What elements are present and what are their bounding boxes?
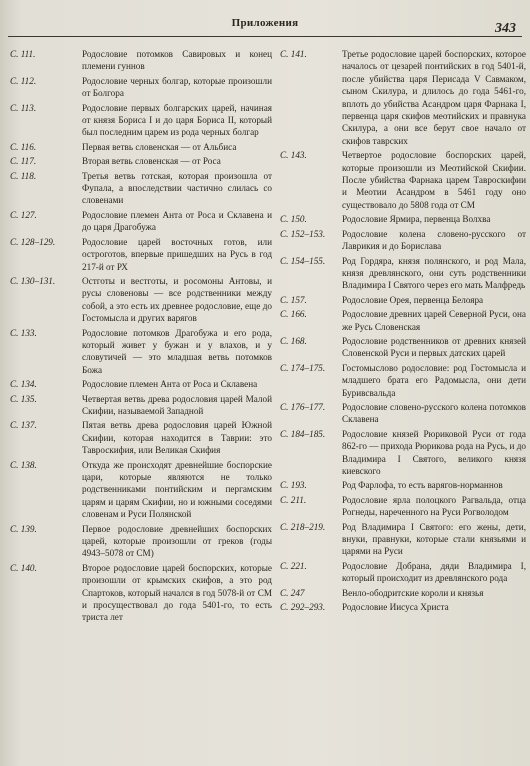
entry-description: Родословие потомков Савировых и конец племени гуннов — [82, 49, 272, 72]
page-reference: С. 157. — [280, 294, 307, 305]
index-entry — [280, 587, 526, 599]
page-reference: С. 150. — [280, 214, 307, 225]
index-entry — [10, 562, 272, 624]
index-entry — [10, 378, 272, 390]
page-reference: С. 184–185. — [280, 428, 326, 439]
page-reference: С. 154–155. — [280, 255, 326, 266]
running-header-title: Приложения — [231, 17, 299, 29]
index-entry — [10, 141, 272, 153]
page-reference: С. 134. — [10, 379, 37, 390]
entry-description: Родословие племен Анта от Роса и Склавена — [82, 379, 258, 390]
entry-description: Родословие колена словено-русского от Лаврикия и до Борислава — [342, 228, 526, 252]
entry-description: Родословие Ярмира, первенца Волхва — [342, 214, 491, 225]
page-reference: С. 116. — [10, 141, 37, 152]
index-entry — [280, 401, 526, 426]
index-entry — [280, 255, 526, 292]
page-reference: С. 211. — [280, 494, 307, 505]
entry-description: Пятая ветвь древа родословия царей Южной Скифии, которая находится в Таврии: это Тавроскифия, или Великая Скифия — [82, 420, 272, 456]
index-entry — [10, 48, 272, 73]
entry-description: Родословие князей Рюриковой Руси от года 862-го — прихода Рюрикова рода на Русь, и до Владимира I Святого, великого князя киевского — [342, 428, 526, 476]
page-reference: С. 193. — [280, 480, 307, 491]
page-reference: С. 141. — [280, 49, 307, 59]
entry-description: Родословие родственников от древних князей Словенской Руси и первых датских царей — [342, 335, 526, 359]
index-entry — [10, 155, 272, 167]
entry-description: Первое родословие древнейших боспорских царей, которые произошли от греков (годы 4943–5078 от СМ) — [82, 523, 272, 559]
entry-description: Род Владимира I Святого: его жены, дети, внуки, правнуки, которые стали князьями и царями на Руси — [342, 521, 526, 557]
entry-description: Четвертая ветвь древа родословия царей Малой Скифии, называемой Западной — [82, 393, 272, 416]
entry-description: Третье родословие царей боспорских, которое началось от цезарей понтийских в год 5401-й, после убийства царя Перисада V Савмаком, сыном Скилура, и длилось до года 5461-го, вплоть до убийства Асандром царя Фарнака I, первенца царя скифов меотийских и правнука Скилура, а они все берут свое начало от скифов таврских — [342, 49, 526, 146]
page-reference: С. 139. — [10, 523, 37, 534]
page-reference: С. 137. — [10, 420, 37, 431]
index-entry — [280, 228, 526, 253]
entry-description: Откуда же происходят древнейшие боспорские цари, которые являются не только родственниками понтийским и пергамским царям и царям Скифии, но и южными соседями словенам и Руси Полянской — [82, 459, 272, 520]
page-reference: С. 127. — [10, 209, 37, 220]
index-entry — [10, 393, 272, 418]
page-reference: С. 174–175. — [280, 362, 326, 373]
page-reference: С. 138. — [10, 459, 37, 470]
index-entry — [280, 479, 526, 491]
index-entry — [280, 428, 526, 478]
index-entry — [280, 213, 526, 225]
page-reference: С. 118. — [10, 170, 37, 181]
page-reference: С. 247 — [280, 587, 305, 598]
entry-description: Третья ветвь готская, которая произошла от Фупала, а впоследствии частично слилась со словенами — [82, 170, 272, 206]
page-reference: С. 130–131. — [10, 275, 56, 286]
page-number: 343 — [495, 21, 516, 36]
entry-description: Родословие царей восточных готов, или остроготов, впервые пришедших на Русь в год 217-й от РХ — [82, 236, 272, 272]
index-entry — [10, 523, 272, 560]
page-header — [0, 0, 530, 40]
page-reference: С. 221. — [280, 560, 307, 571]
index-entry — [280, 601, 526, 613]
index-entry — [10, 102, 272, 139]
entry-description: Четвертое родословие боспорских царей, которые произошли из Меотийской Скифии. После убийства Фарнака царем Тавроскифии и Меотии Асандром в 5461 году оно существовало до 5808 года от СМ — [342, 150, 526, 210]
page-reference: С. 133. — [10, 327, 37, 338]
entry-description: Родословие племен Анта от Роса и Склавена и до царя Драгобужа — [82, 209, 272, 233]
entry-description: Вторая ветвь словенская — от Роса — [82, 156, 221, 167]
page-reference: С. 168. — [280, 335, 307, 346]
index-entry — [280, 521, 526, 558]
index-entry — [280, 560, 526, 585]
index-entry — [280, 308, 526, 333]
page-reference: С. 135. — [10, 393, 37, 404]
entry-description: Родословие черных болгар, которые произошли от Болгора — [82, 75, 272, 99]
index-entry — [10, 419, 272, 456]
index-entry — [10, 459, 272, 521]
entry-description: Родословие ярла полоцкого Рагвальда, отца Рогнеды, нареченного на Руси Рогволодом — [342, 494, 526, 518]
page-reference: С. 117. — [10, 156, 37, 167]
page-reference: С. 176–177. — [280, 401, 326, 412]
entry-description: Родословие Иисуса Христа — [342, 602, 449, 613]
page-reference: С. 218–219. — [280, 521, 326, 532]
entry-description: Венло-ободритские короли и князья — [342, 587, 484, 598]
index-entry — [10, 170, 272, 207]
entry-description: Родословие потомков Драгобужа и его рода, который живет у бужан и у влахов, и у словутичей — это младшая ветвь потомков Божа — [82, 327, 272, 375]
index-entry — [10, 209, 272, 234]
page-reference: С. 166. — [280, 309, 307, 320]
index-entry — [280, 335, 526, 360]
entry-description: Родословие словено-русского колена потомков Склавена — [342, 401, 526, 425]
entry-description: Род Гордяра, князя полянского, и род Мала, князя древлянского, они суть родственники Владимира I Святого через его мать Малфредь — [342, 255, 526, 291]
left-column — [10, 48, 272, 626]
page-reference: С. 152–153. — [280, 228, 326, 239]
entry-description: Первая ветвь словенская — от Альбиса — [82, 141, 237, 152]
index-entry — [280, 294, 526, 306]
page-reference: С. 112. — [10, 75, 37, 86]
index-entry — [280, 494, 526, 519]
index-entry — [10, 275, 272, 325]
entry-description: Родословие первых болгарских царей, начиная от князя Бориса I и до царя Бориса II, который был последним царем из рода черных болгар — [82, 102, 272, 138]
entry-description: Родословие древних царей Северной Руси, она же Русь Словенская — [342, 309, 526, 332]
page-reference: С. 128–129. — [10, 236, 56, 247]
page-reference: С. 111. — [10, 49, 36, 59]
entry-description: Род Фарлофа, то есть варягов-норманнов — [342, 480, 503, 491]
header-divider — [8, 36, 522, 37]
entry-description: Родословие Орея, первенца Белояра — [342, 294, 484, 305]
page-reference: С. 143. — [280, 150, 307, 161]
page-reference: С. 140. — [10, 562, 37, 573]
entry-description: Гостомыслово родословие: род Гостомысла и младшего брата его Радомысла, они дети Буривсвальда — [342, 362, 526, 398]
index-entry — [10, 327, 272, 377]
entry-description: Остготы и вестготы, и росомоны Антовы, и русы словеновы — все родственники между собой, а это есть их древнее родословие, еще до Гостомысла и других варягов — [82, 275, 272, 324]
index-entry — [280, 362, 526, 399]
index-entry — [10, 75, 272, 100]
index-entry — [280, 48, 526, 147]
page-reference: С. 292–293. — [280, 602, 326, 613]
page-reference: С. 113. — [10, 102, 37, 113]
right-column — [280, 48, 526, 615]
index-entry — [10, 236, 272, 273]
entry-description: Второе родословие царей боспорских, которые произошли от крымских скифов, а это род Спартоков, который начался в год 5078-й от СМ и просуществовал до года 5401-го, то есть триста лет — [82, 562, 272, 623]
entry-description: Родословие Добрана, дяди Владимира I, который происходит из древлянского рода — [342, 560, 526, 584]
index-entry — [280, 149, 526, 211]
